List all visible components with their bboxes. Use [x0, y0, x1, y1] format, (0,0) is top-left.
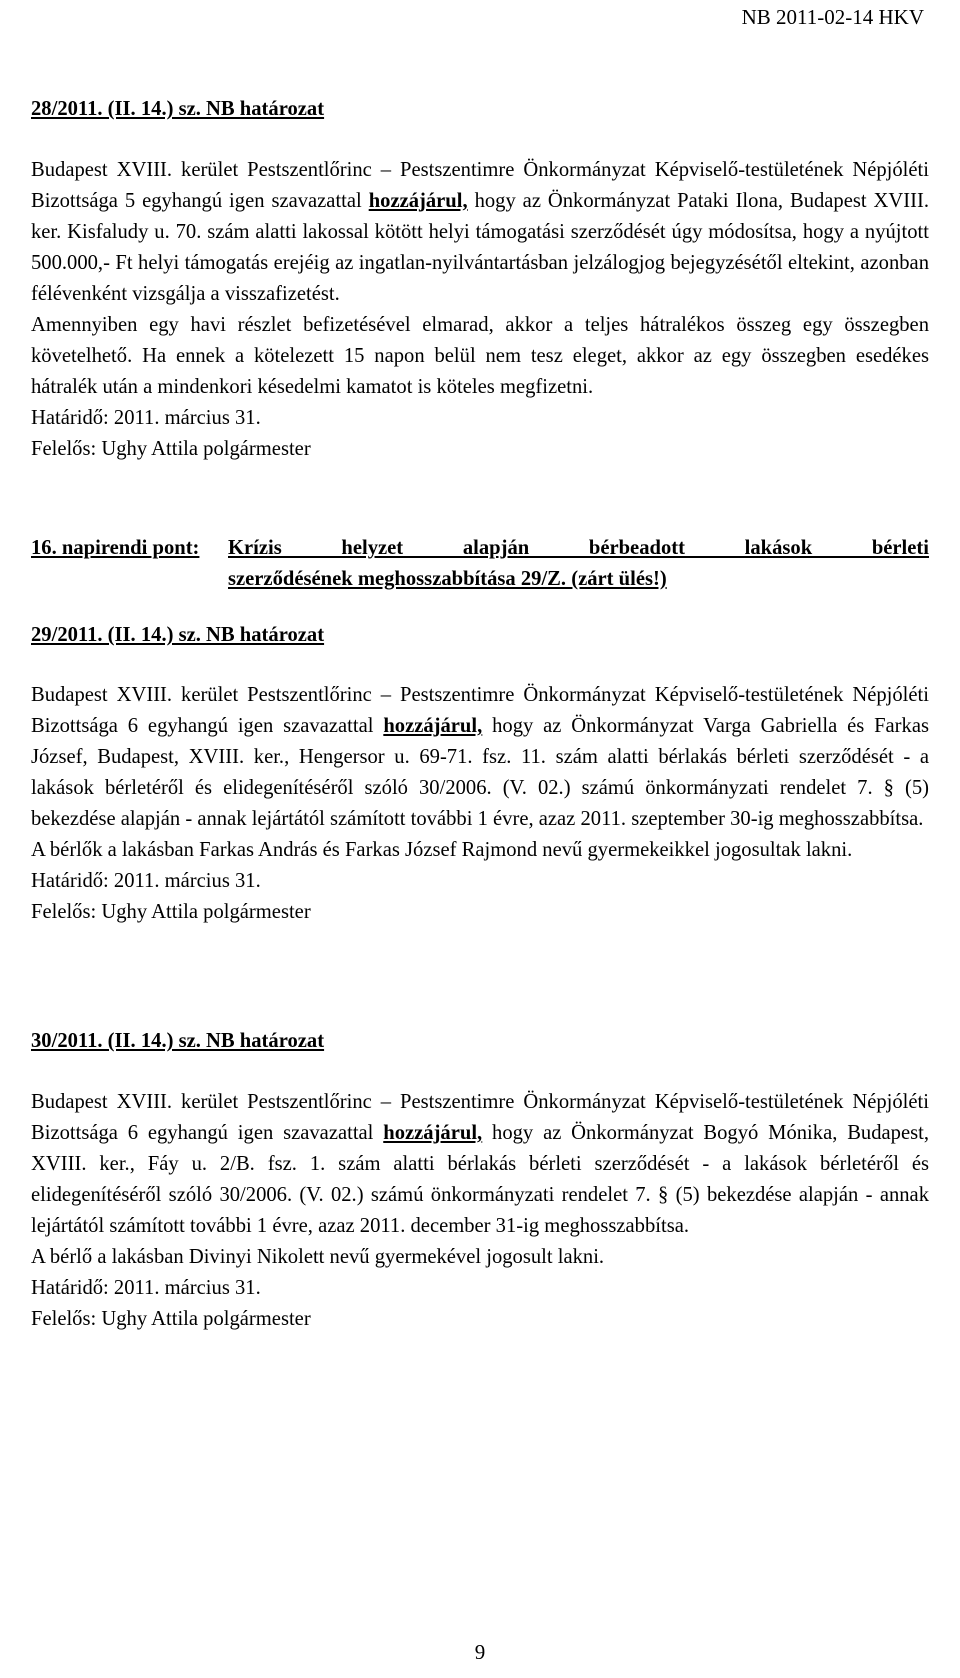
- resolution-30-deadline: Határidő: 2011. március 31.: [31, 1277, 261, 1299]
- document-reference: NB 2011-02-14 HKV: [741, 5, 924, 29]
- resolution-29-paragraph-2: A bérlők a lakásban Farkas András és Farkas József Rajmond nevű gyermekeikkel jogosultak lakni.: [31, 839, 853, 861]
- resolution-28-deadline: Határidő: 2011. március 31.: [31, 407, 261, 429]
- resolution-28-paragraph-1-start: Budapest XVIII. kerület Pestszentlőrinc – Pestszentimre Önkormányzat Képviselő-testületének Népjóléti Bizottsága 5 egyhangú igen szavazattal: [31, 159, 929, 212]
- resolution-28-body: [31, 155, 929, 465]
- resolution-30-responsible: Felelős: Ughy Attila polgármester: [31, 1308, 311, 1330]
- resolution-28-paragraph-1: [31, 155, 929, 310]
- resolution-29-title: 29/2011. (II. 14.) sz. NB határozat: [31, 624, 325, 646]
- resolution-30-paragraph-1: [31, 1087, 929, 1242]
- resolution-28-keyword: hozzájárul,: [368, 190, 468, 212]
- resolution-30-keyword: hozzájárul,: [383, 1122, 483, 1144]
- agenda-item-title-line-1: Krízis helyzet alapján bérbeadott lakások bérleti: [228, 537, 929, 559]
- resolution-30-paragraph-1-end: hogy az Önkormányzat Bogyó Mónika, Budapest, XVIII. ker., Fáy u. 2/B. fsz. 1. szám alatti bérlakás bérleti szerződését - a lakások bérletéről és elidegenítéséről szóló 30/2006. (V. 02.) számú önkormányzati rendelet 7. § (5) bekezdése alapján - annak lejártától számított további 1 évre, azaz 2011. december 31-ig meghosszabbítsa.: [31, 1122, 929, 1237]
- agenda-item-title: [228, 533, 929, 595]
- resolution-28-paragraph-1-end: hogy az Önkormányzat Pataki Ilona, Budapest XVIII. ker. Kisfaludy u. 70. szám alatti lakossal kötött helyi támogatási szerződését úgy módosítsa, hogy a nyújtott 500.000,- Ft helyi támogatás erejéig az ingatlan-nyilvántartásban jelzálogjog bejegyzésétől eltekint, azonban félévenként vizsgálja a visszafizetést.: [31, 190, 929, 305]
- resolution-29-paragraph-1: [31, 680, 929, 835]
- resolution-28-paragraph-2: Amennyiben egy havi részlet befizetésével elmarad, akkor a teljes hátralékos összeg egy összegben követelhető. Ha ennek a kötelezett 15 napon belül nem tesz eleget, akkor az egy összegben esedékes hátralék után a mindenkori késedelmi kamatot is köteles megfizetni.: [31, 314, 929, 398]
- resolution-30-body: [31, 1087, 929, 1335]
- resolution-29-paragraph-1-end: hogy az Önkormányzat Varga Gabriella és Farkas József, Budapest, XVIII. ker., Hengersor u. 69-71. fsz. 11. szám alatti bérlakás bérleti szerződését - a lakások bérletéről és elidegenítéséről szóló 30/2006. (V. 02.) számú önkormányzati rendelet 7. § (5) bekezdése alapján - annak lejártától számított további 1 évre, azaz 2011. szeptember 30-ig meghosszabbítsa.: [31, 715, 929, 830]
- page-number: 9: [474, 1640, 486, 1664]
- resolution-29-deadline: Határidő: 2011. március 31.: [31, 870, 261, 892]
- resolution-28-responsible: Felelős: Ughy Attila polgármester: [31, 438, 311, 460]
- resolution-30-title: 30/2011. (II. 14.) sz. NB határozat: [31, 1030, 325, 1052]
- resolution-30-paragraph-1-start: Budapest XVIII. kerület Pestszentlőrinc – Pestszentimre Önkormányzat Képviselő-testületének Népjóléti Bizottsága 6 egyhangú igen szavazattal: [31, 1091, 929, 1144]
- resolution-29-paragraph-1-start: Budapest XVIII. kerület Pestszentlőrinc – Pestszentimre Önkormányzat Képviselő-testületének Népjóléti Bizottsága 6 egyhangú igen szavazattal: [31, 684, 929, 737]
- agenda-item-label: 16. napirendi pont:: [31, 537, 200, 559]
- resolution-29-responsible: Felelős: Ughy Attila polgármester: [31, 901, 311, 923]
- resolution-29-body: [31, 680, 929, 928]
- resolution-29-keyword: hozzájárul,: [383, 715, 483, 737]
- resolution-30-paragraph-2: A bérlő a lakásban Divinyi Nikolett nevű gyermekével jogosult lakni.: [31, 1246, 605, 1268]
- resolution-28-title: 28/2011. (II. 14.) sz. NB határozat: [31, 98, 325, 120]
- agenda-item-title-line-2: szerződésének meghosszabbítása 29/Z. (zárt ülés!): [228, 568, 667, 590]
